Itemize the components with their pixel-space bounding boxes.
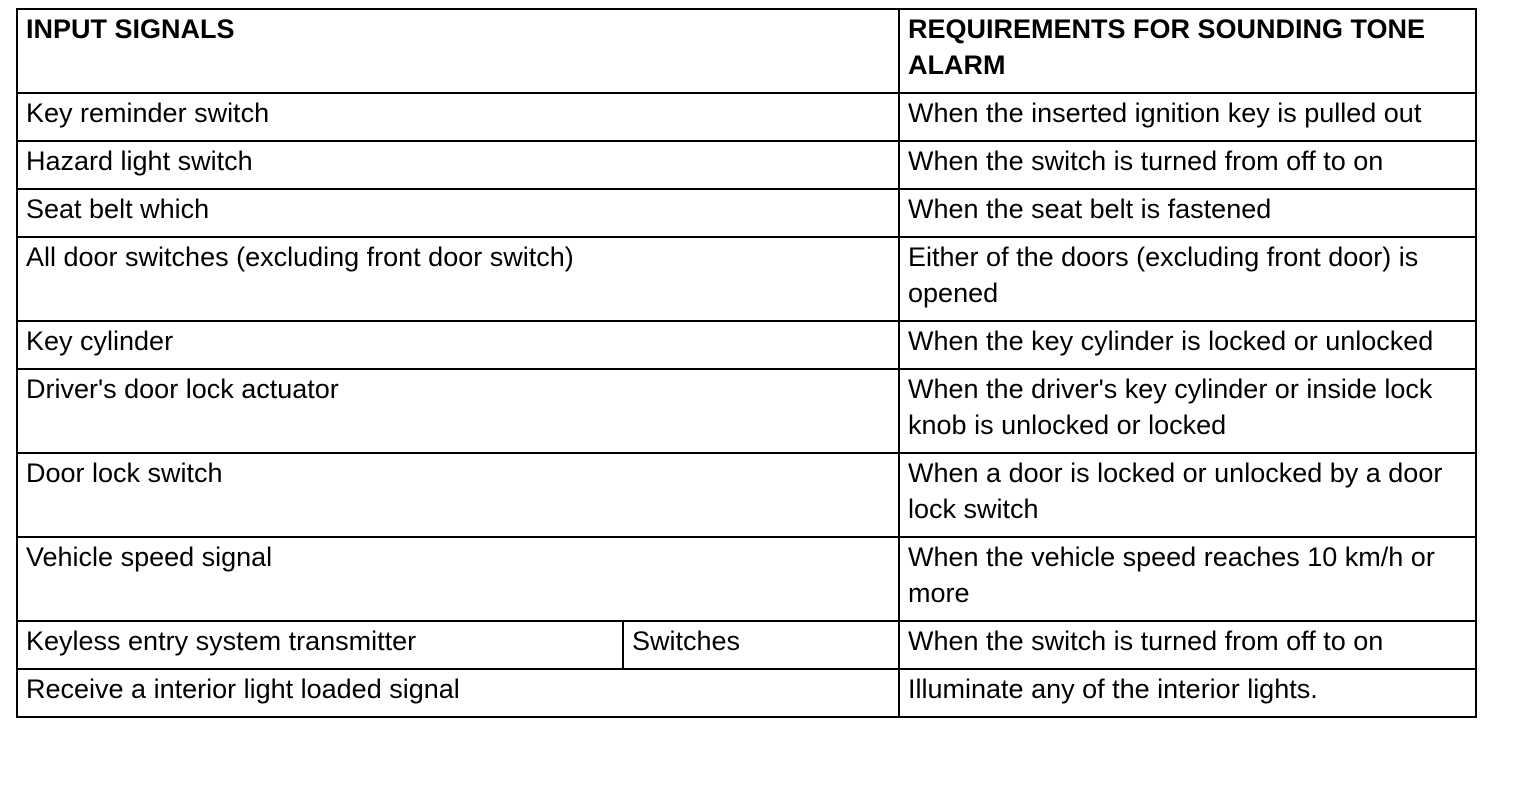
- table-row: [17, 141, 1476, 189]
- table-row: [17, 621, 1476, 669]
- table-row: [17, 237, 1476, 321]
- signal-cell: Driver's door lock actuator: [17, 369, 899, 453]
- requirement-cell: When the vehicle speed reaches 10 km/h or more: [899, 537, 1476, 621]
- signal-cell: Hazard light switch: [17, 141, 899, 189]
- requirement-cell: Either of the doors (excluding front door) is opened: [899, 237, 1476, 321]
- signal-cell: Key reminder switch: [17, 93, 899, 141]
- signal-cell: Receive a interior light loaded signal: [17, 669, 899, 717]
- table-row: [17, 537, 1476, 621]
- table-row: [17, 93, 1476, 141]
- requirement-cell: When the switch is turned from off to on: [899, 621, 1476, 669]
- signal-cell: Key cylinder: [17, 321, 899, 369]
- signal-cell: Seat belt which: [17, 189, 899, 237]
- sub-signal-cell: Switches: [623, 621, 899, 669]
- requirement-cell: When a door is locked or unlocked by a door lock switch: [899, 453, 1476, 537]
- requirement-cell: Illuminate any of the interior lights.: [899, 669, 1476, 717]
- requirement-cell: When the switch is turned from off to on: [899, 141, 1476, 189]
- table-header-row: [17, 9, 1476, 93]
- signal-cell: Door lock switch: [17, 453, 899, 537]
- requirement-cell: When the inserted ignition key is pulled out: [899, 93, 1476, 141]
- requirement-cell: When the driver's key cylinder or inside lock knob is unlocked or locked: [899, 369, 1476, 453]
- header-input-signals: INPUT SIGNALS: [17, 9, 899, 93]
- table-row: [17, 189, 1476, 237]
- table-row: [17, 321, 1476, 369]
- requirement-cell: When the key cylinder is locked or unlocked: [899, 321, 1476, 369]
- table-row: [17, 669, 1476, 717]
- header-requirements: REQUIREMENTS FOR SOUNDING TONE ALARM: [899, 9, 1476, 93]
- signal-cell: All door switches (excluding front door switch): [17, 237, 899, 321]
- signal-cell: Vehicle speed signal: [17, 537, 899, 621]
- input-signals-table: [16, 8, 1477, 718]
- requirement-cell: When the seat belt is fastened: [899, 189, 1476, 237]
- table-row: [17, 453, 1476, 537]
- table-row: [17, 369, 1476, 453]
- signal-cell: Keyless entry system transmitter: [17, 621, 623, 669]
